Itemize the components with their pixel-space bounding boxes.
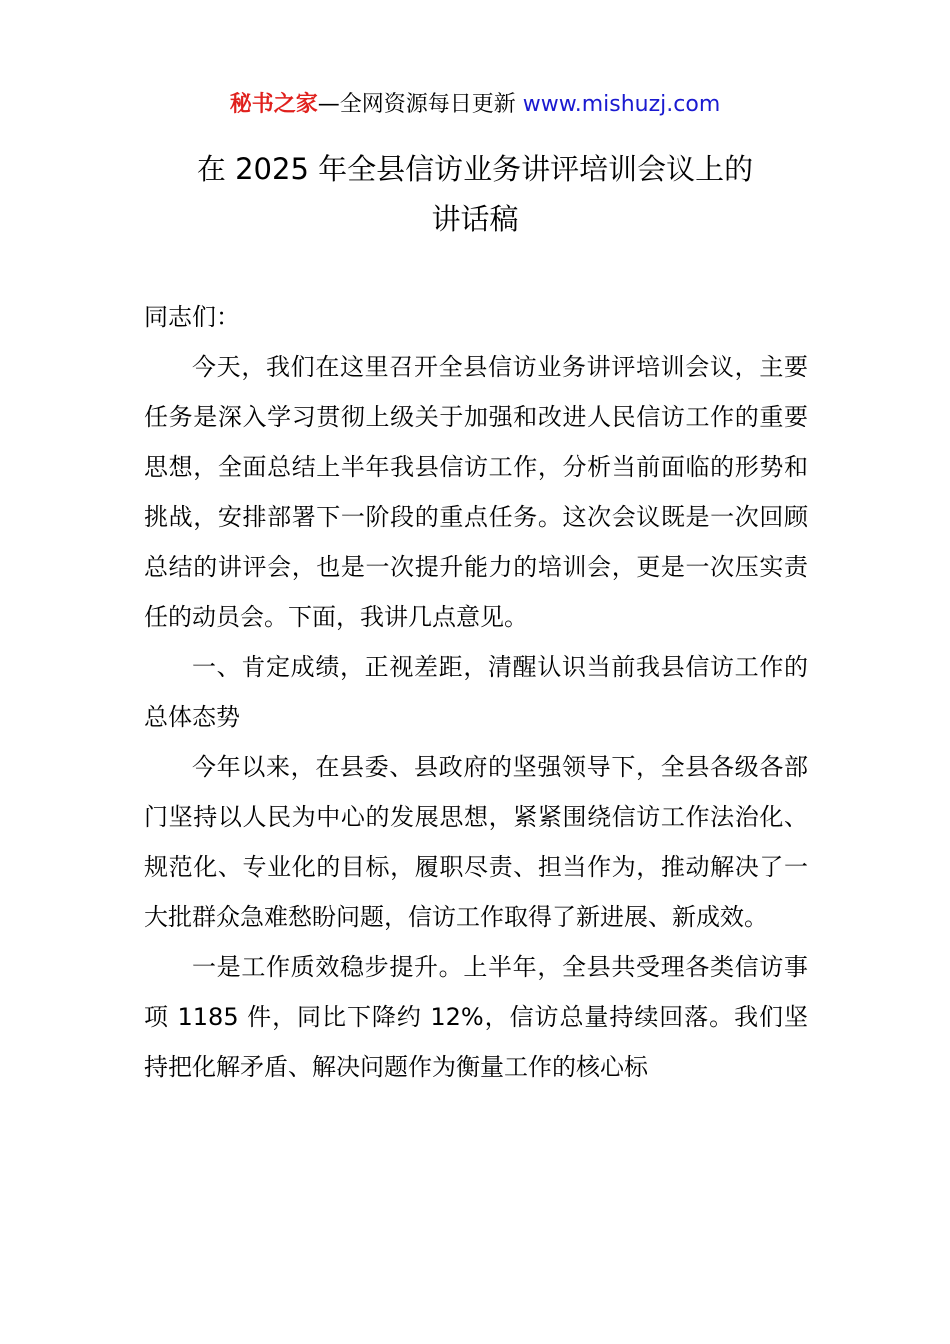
section-heading-1: 一、肯定成绩，正视差距，清醒认识当前我县信访工作的总体态势 — [144, 653, 808, 731]
title-line-2: 讲话稿 — [431, 202, 519, 236]
site-url-link[interactable]: www.mishuzj.com — [522, 92, 721, 117]
paragraph-intro: 今天，我们在这里召开全县信访业务讲评培训会议，主要任务是深入学习贯彻上级关于加强和改进人民信访工作的重要思想，全面总结上半年我县信访工作，分析当前面临的形势和挑战，安排部署下一阶段的重点任务。这次会议既是一次回顾总结的讲评会，也是一次提升能力的培训会，更是一次压实责任的动员会。下面，我讲几点意见。 — [144, 353, 808, 631]
document-title — [0, 144, 950, 244]
salutation: 同志们： — [144, 303, 240, 331]
header-tagline: —全网资源每日更新 — [317, 92, 516, 117]
brand-name: 秘书之家 — [229, 92, 318, 117]
document-body — [144, 292, 808, 1092]
paragraph-quality: 一是工作质效稳步提升。上半年，全县共受理各类信访事项 1185 件，同比下降约 12%，信访总量持续回落。我们坚持把化解矛盾、解决问题作为衡量工作的核心标 — [144, 953, 808, 1081]
title-line-1: 在 2025 年全县信访业务讲评培训会议上的 — [196, 152, 754, 186]
paragraph-achievements: 今年以来，在县委、县政府的坚强领导下，全县各级各部门坚持以人民为中心的发展思想，紧紧围绕信访工作法治化、规范化、专业化的目标，履职尽责、担当作为，推动解决了一大批群众急难愁盼问题，信访工作取得了新进展、新成效。 — [144, 753, 808, 931]
site-header — [0, 88, 950, 122]
